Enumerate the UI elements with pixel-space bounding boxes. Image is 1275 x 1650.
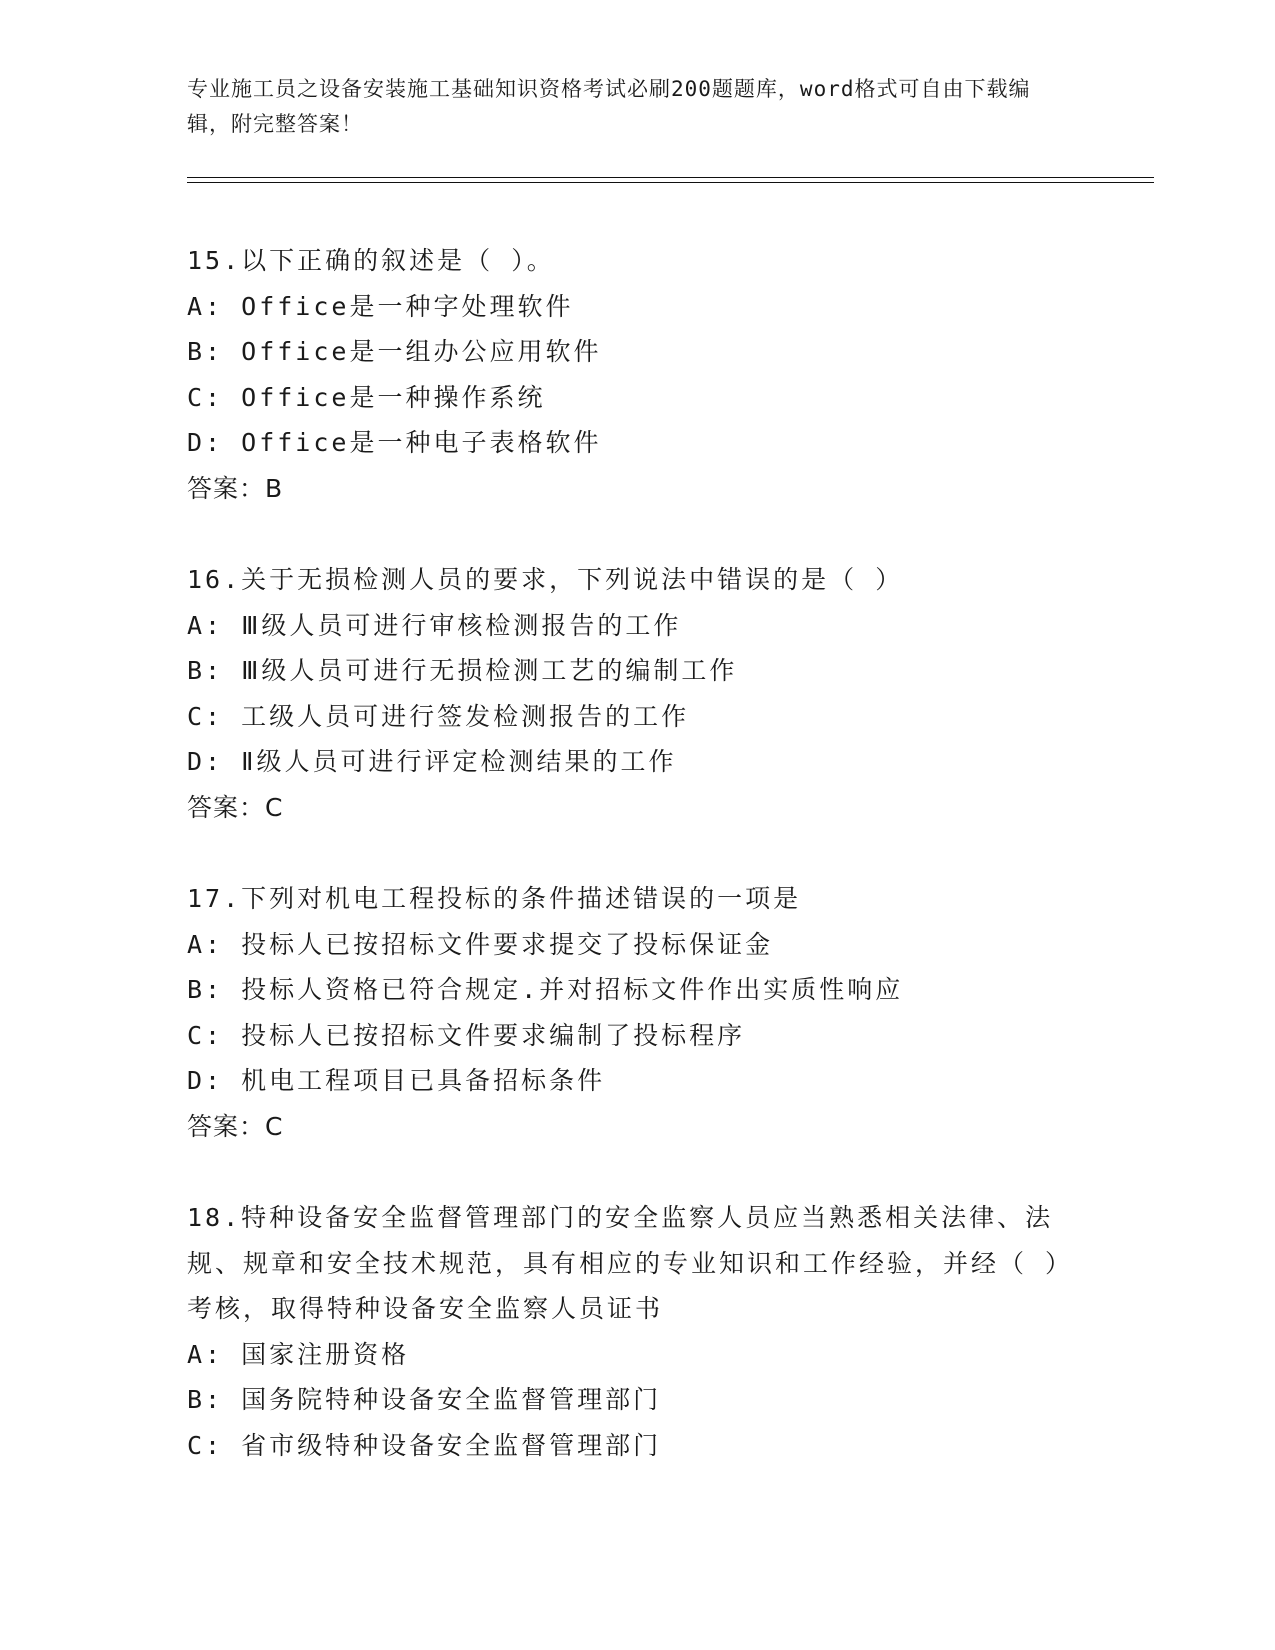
option-c: C: 省市级特种设备安全监督管理部门 xyxy=(187,1430,662,1460)
question-stem: 17.下列对机电工程投标的条件描述错误的一项是 xyxy=(187,884,802,913)
option-a: A: Ⅲ级人员可进行审核检测报告的工作 xyxy=(187,610,682,640)
option-c: C: 投标人已按招标文件要求编制了投标程序 xyxy=(187,1020,746,1050)
option-d: D: Ⅱ级人员可进行评定检测结果的工作 xyxy=(187,747,677,777)
option-b: B: 投标人资格已符合规定.并对招标文件作出实质性响应 xyxy=(187,975,904,1005)
option-b: B: Ⅲ级人员可进行无损检测工艺的编制工作 xyxy=(187,656,738,686)
document-header: 专业施工员之设备安装施工基础知识资格考试必刷200题题库，word格式可自由下载编辑，附完整答案！ xyxy=(187,77,1031,136)
option-a: A: 国家注册资格 xyxy=(187,1339,410,1369)
question-16 xyxy=(187,557,1087,831)
option-a: A: Office是一种字处理软件 xyxy=(187,291,574,321)
answer-label: 答案：B xyxy=(187,473,284,503)
option-c: C: Office是一种操作系统 xyxy=(187,382,546,412)
question-18 xyxy=(187,1195,1087,1469)
question-17 xyxy=(187,876,1087,1150)
option-a: A: 投标人已按招标文件要求提交了投标保证金 xyxy=(187,929,774,959)
option-b: B: Office是一组办公应用软件 xyxy=(187,337,602,367)
option-d: D: Office是一种电子表格软件 xyxy=(187,428,602,458)
question-stem: 18.特种设备安全监督管理部门的安全监察人员应当熟悉相关法律、法规、规章和安全技术规范，具有相应的专业知识和工作经验，并经（ ）考核，取得特种设备安全监察人员证书 xyxy=(187,1203,1061,1324)
header-divider-bottom xyxy=(187,182,1154,183)
question-15 xyxy=(187,238,1087,512)
option-c: C: 工级人员可进行签发检测报告的工作 xyxy=(187,701,690,731)
question-stem: 16.关于无损检测人员的要求，下列说法中错误的是（ ） xyxy=(187,565,904,594)
answer-label: 答案：C xyxy=(187,792,284,822)
option-b: B: 国务院特种设备安全监督管理部门 xyxy=(187,1385,662,1415)
question-stem: 15.以下正确的叙述是（ ）。 xyxy=(187,246,555,275)
option-d: D: 机电工程项目已具备招标条件 xyxy=(187,1066,606,1096)
answer-label: 答案：C xyxy=(187,1111,284,1141)
header-divider-top xyxy=(187,177,1154,178)
